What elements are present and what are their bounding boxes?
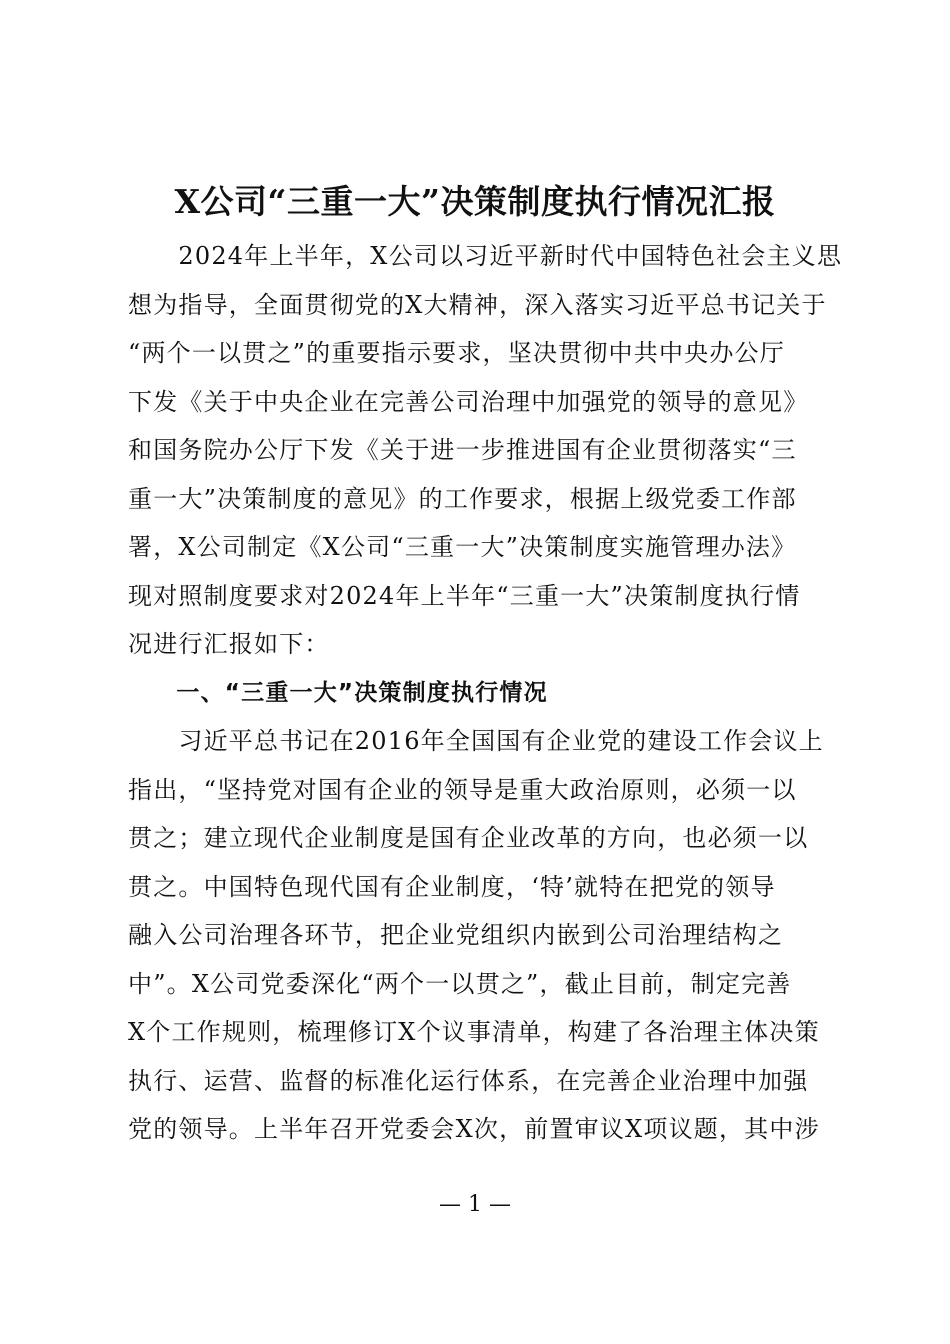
page-number: — 1 — [439, 1192, 511, 1217]
body-line: 贯之。中国特色现代国有企业制度，‘特’就特在把党的领导 [128, 872, 776, 901]
body-line: 指出，“坚持党对国有企业的领导是重大政治原则，必须一以 [128, 775, 797, 804]
document-body [128, 232, 860, 1154]
body-line: 习近平总书记在2016年全国国有企业党的建设工作会议上 [128, 727, 824, 755]
body-line: 想为指导，全面贯彻党的X大精神，深入落实习近平总书记关于 [128, 290, 827, 319]
body-line: 贯之；建立现代企业制度是国有企业改革的方向，也必须一以 [128, 824, 809, 852]
body-line: 执行、运营、监督的标准化运行体系，在完善企业治理中加强 [128, 1066, 809, 1095]
body-line: 署，X公司制定《X公司“三重一大”决策制度实施管理办法》 [128, 533, 797, 561]
body-line: 融入公司治理各环节，把企业党组织内嵌到公司治理结构之 [128, 921, 784, 949]
section-heading: 一、“三重一大”决策制度执行情况 [128, 679, 548, 706]
body-line: “两个一以贯之”的重要指示要求，坚决贯彻中共中央办公厅 [128, 339, 785, 367]
body-line: X个工作规则，梳理修订X个议事清单，构建了各治理主体决策 [128, 1018, 820, 1046]
document-title: X公司“三重一大”决策制度执行情况汇报 [174, 182, 776, 221]
body-line: 党的领导。上半年召开党委会X次，前置审议X项议题，其中涉 [128, 1115, 820, 1143]
body-line: 2024年上半年，X公司以习近平新时代中国特色社会主义思 [128, 242, 843, 270]
body-line: 下发《关于中央企业在完善公司治理中加强党的领导的意见》 [128, 387, 809, 416]
body-line: 中”。X公司党委深化“两个一以贯之”，截止目前，制定完善 [128, 969, 792, 998]
body-line: 重一大”决策制度的意见》的工作要求，根据上级党委工作部 [128, 484, 797, 513]
body-line: 现对照制度要求对2024年上半年“三重一大”决策制度执行情 [128, 581, 801, 610]
body-line: 况进行汇报如下： [128, 630, 330, 658]
body-line: 和国务院办公厅下发《关于进一步推进国有企业贯彻落实“三 [128, 436, 797, 464]
